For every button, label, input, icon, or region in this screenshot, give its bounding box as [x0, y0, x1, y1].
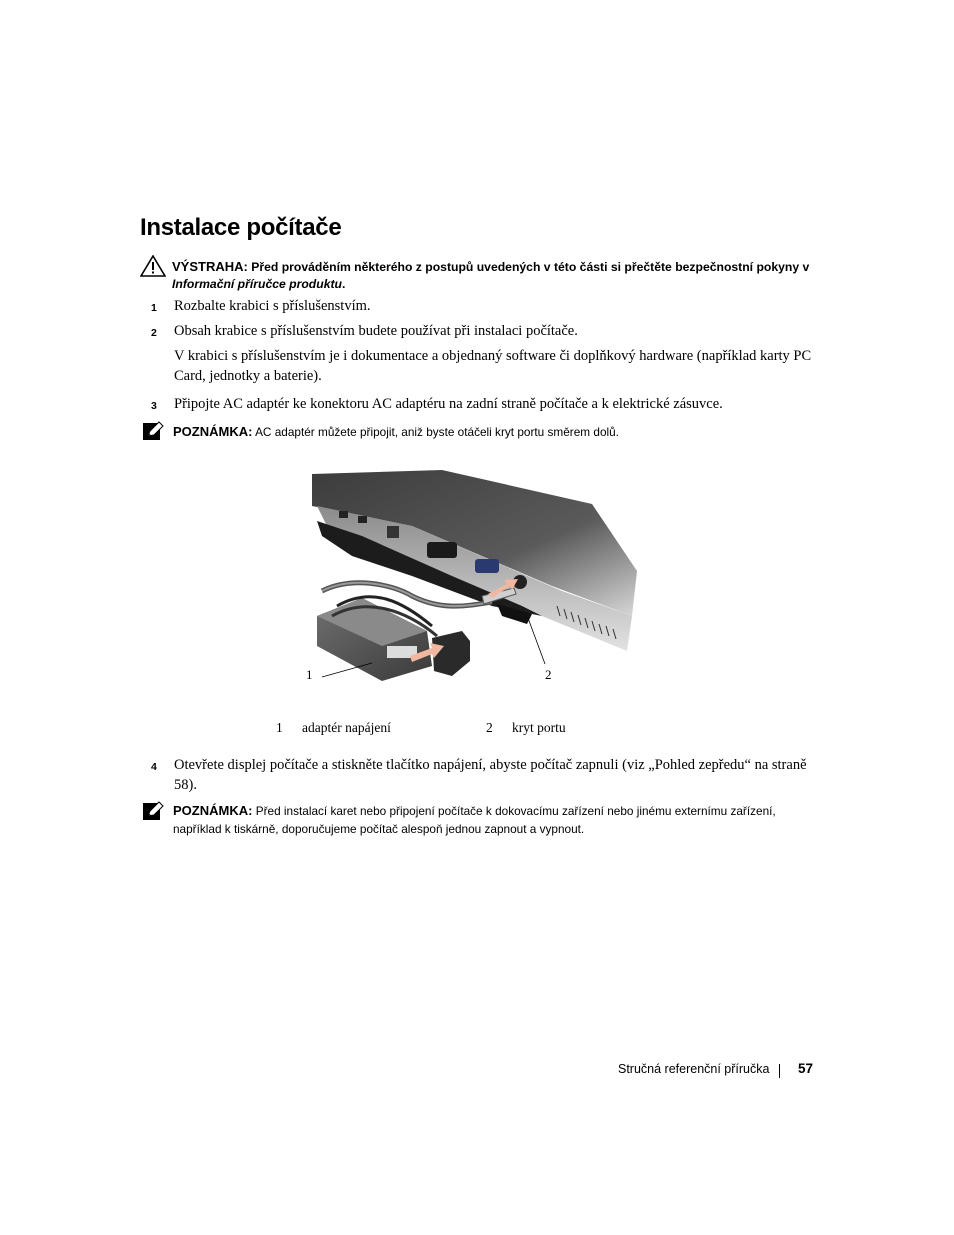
legend-label-port-cover: kryt portu — [512, 720, 566, 735]
footer-separator — [779, 1064, 780, 1078]
warning-label: VÝSTRAHA: — [172, 259, 248, 274]
warning-icon — [140, 255, 166, 277]
page-number: 57 — [798, 1061, 814, 1076]
note-2: POZNÁMKA: Před instalací karet nebo připojení počítače k dokovacímu zařízení nebo jinému externímu zařízení, například k tiskárně, doporučujeme počítač alespoň jednou zapnout a vypnout. — [173, 803, 776, 836]
footer-section-title: Stručná referenční příručka — [618, 1062, 770, 1076]
legend-number-1: 1 — [276, 720, 283, 735]
callout-1: 1 — [306, 667, 313, 682]
ac-adapter-connection-figure — [292, 466, 654, 696]
legend-label-ac-adapter: adaptér napájení — [302, 720, 391, 735]
note-1: POZNÁMKA: AC adaptér můžete připojit, aniž byste otáčeli kryt portu směrem dolů. — [173, 424, 619, 439]
note-icon — [142, 801, 164, 821]
legend-number-2: 2 — [486, 720, 493, 735]
warning-text: VÝSTRAHA: Před prováděním některého z postupů uvedených v této části si přečtěte bezpečnostní pokyny v Informační příručce produktu. — [172, 259, 810, 291]
note-icon — [142, 421, 164, 441]
page-title: Instalace počítače — [140, 214, 342, 241]
callout-2: 2 — [545, 667, 552, 682]
product-guide-reference: Informační příručce produktu — [172, 277, 342, 291]
